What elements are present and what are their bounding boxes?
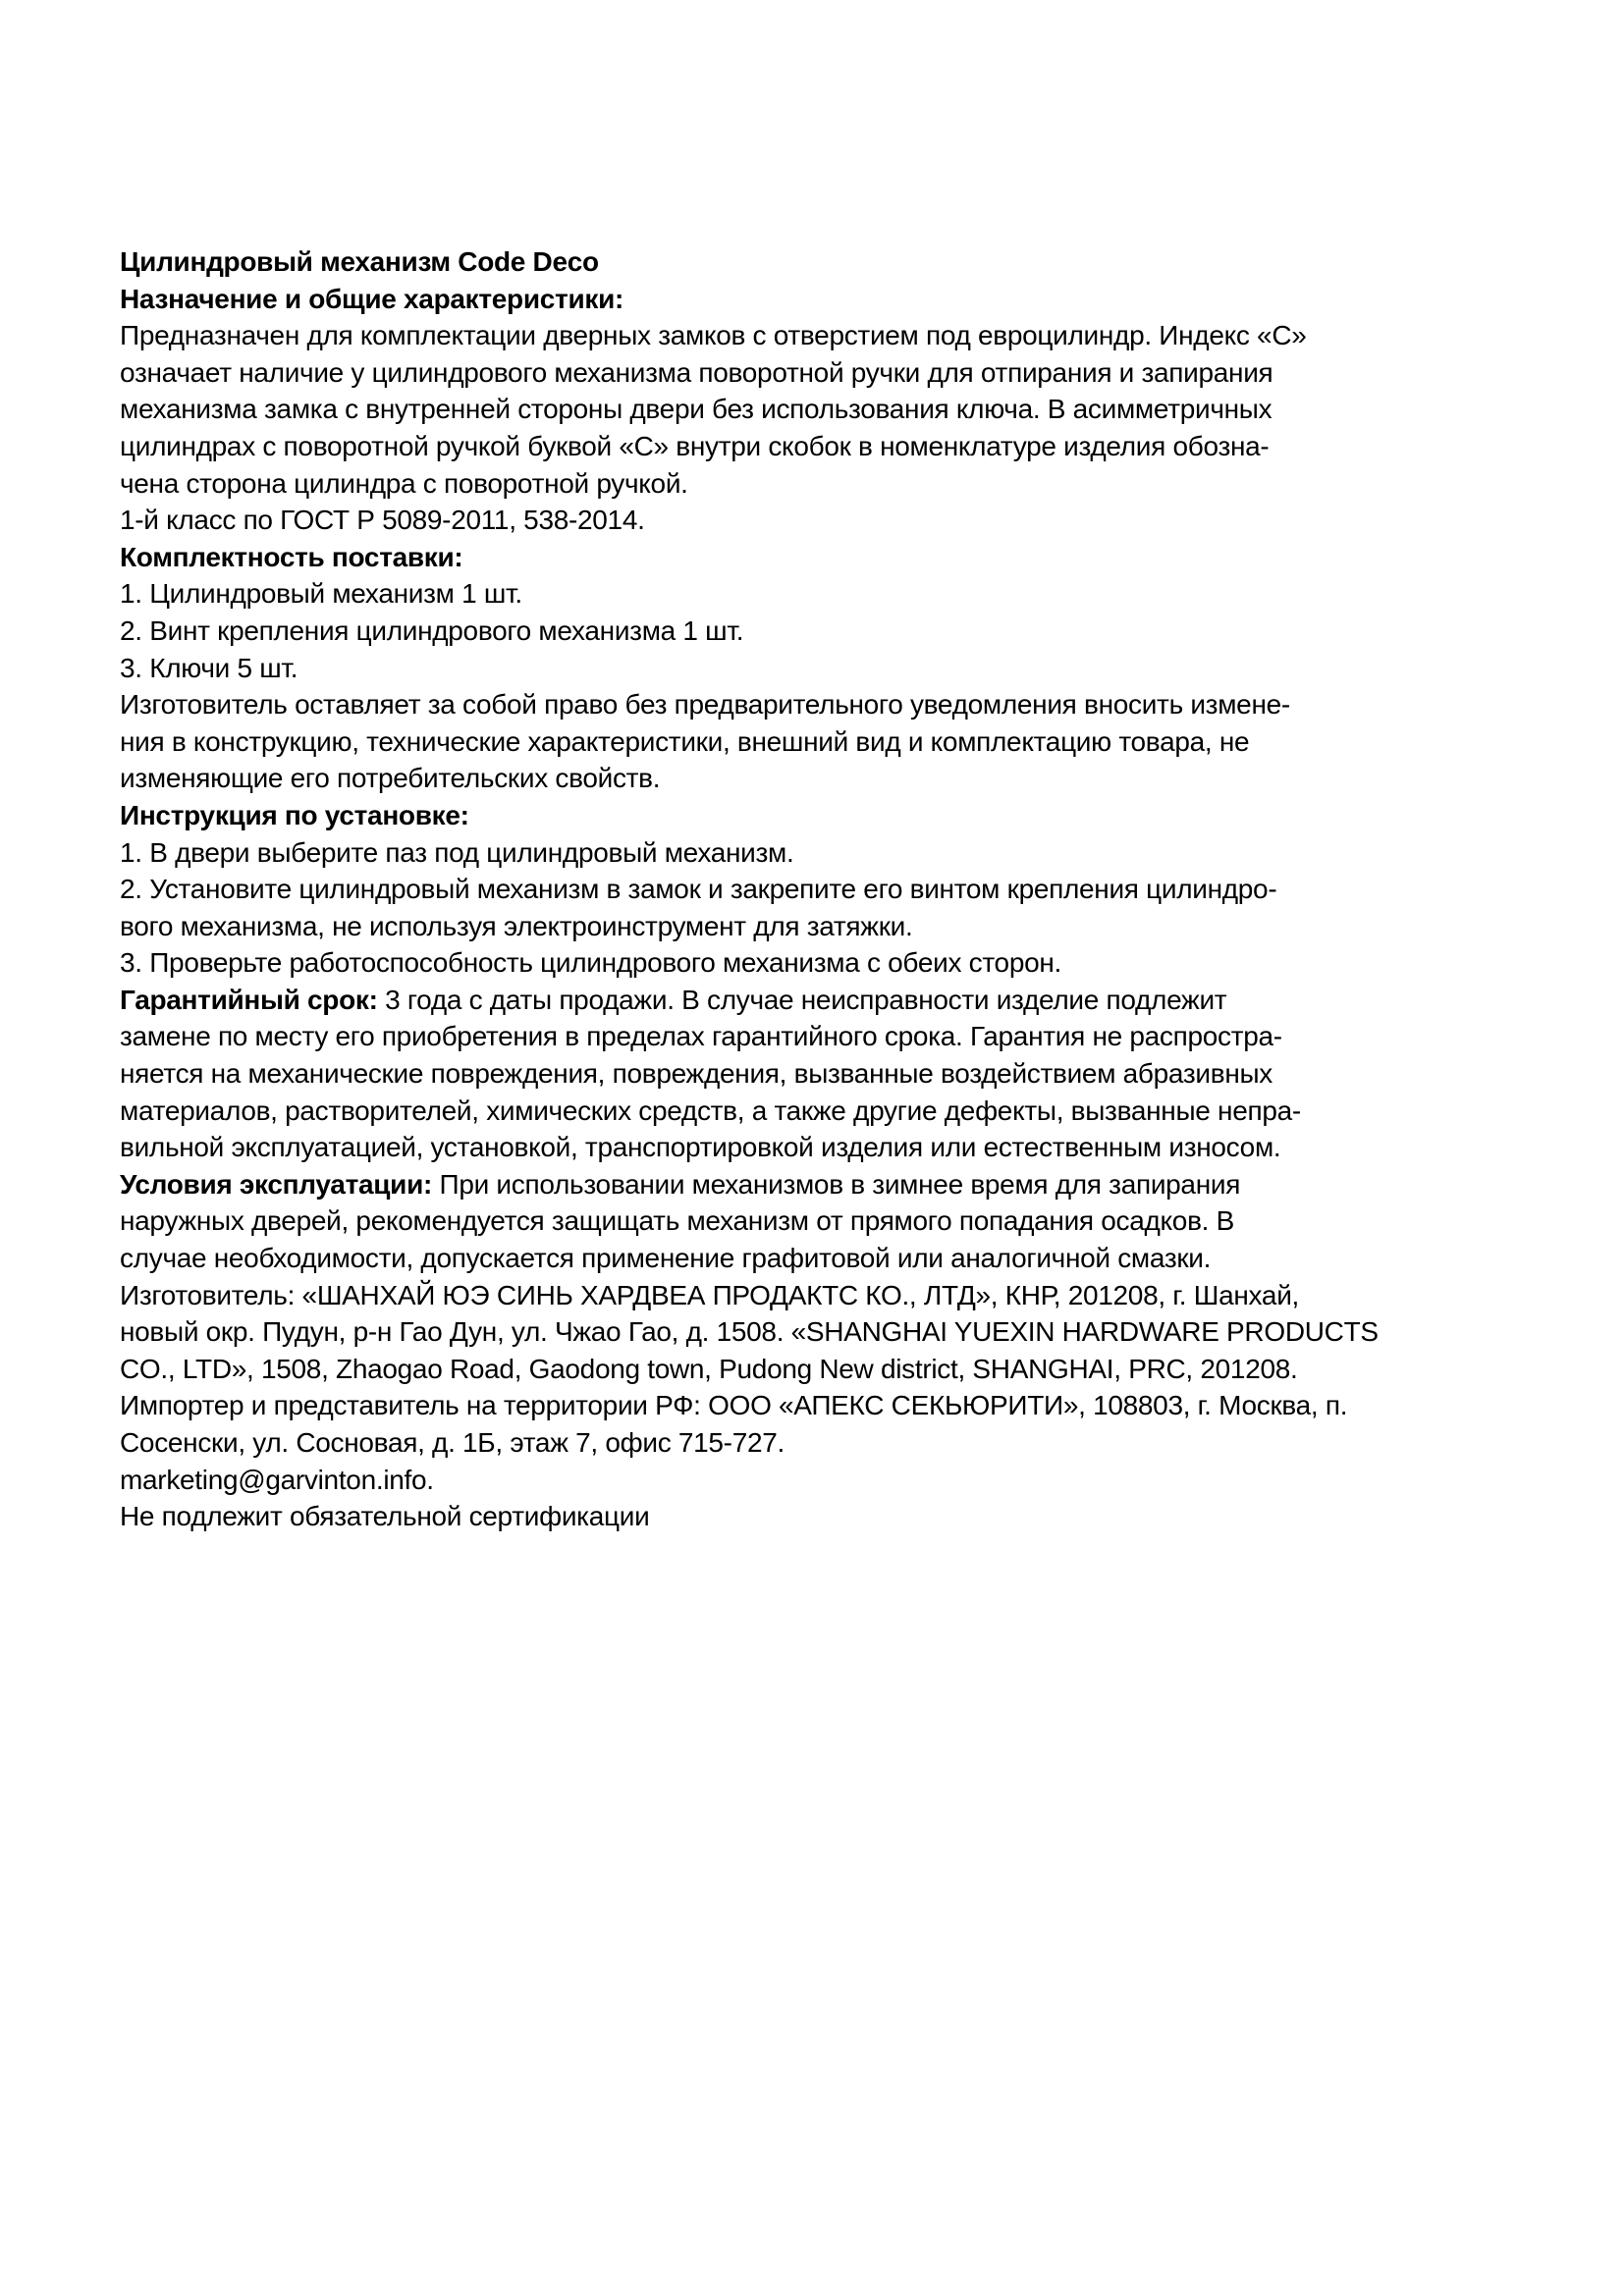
document-line (120, 1498, 1514, 1535)
document-line (120, 243, 1514, 281)
document-line (120, 723, 1514, 761)
document-line (120, 760, 1514, 797)
document-text-segment: 1-й класс по ГОСТ Р 5089-2011, 538-2014. (120, 505, 645, 536)
document-line (120, 502, 1514, 539)
document-text-segment: ния в конструкцию, технические характеристики, внешний вид и комплектацию товара, не (120, 725, 1250, 757)
document-line (120, 1462, 1514, 1499)
document-bold-text: Условия эксплуатации: (120, 1168, 440, 1200)
document-text-segment: Не подлежит обязательной сертификации (120, 1501, 650, 1532)
document-text-segment: 3. Ключи 5 шт. (120, 652, 298, 683)
document-line (120, 281, 1514, 318)
document-text-segment: означает наличие у цилиндрового механизма поворотной ручки для отпирания и запирания (120, 356, 1273, 388)
document-text-segment: случае необходимости, допускается применение графитовой или аналогичной смазки. (120, 1243, 1212, 1274)
document-text-segment: 2. Установите цилиндровый механизм в замок и закрепите его винтом крепления цилиндро- (120, 874, 1277, 905)
document-bold-text: Комплектность поставки: (120, 541, 463, 572)
document-line (120, 982, 1514, 1019)
document-line (120, 871, 1514, 908)
document-bold-text: Назначение и общие характеристики: (120, 283, 624, 314)
document-line (120, 944, 1514, 982)
document-line (120, 428, 1514, 465)
document-text-segment: механизма замка с внутренней стороны двери без использования ключа. В асимметричных (120, 394, 1272, 425)
document-text-segment: 3. Проверьте работоспособность цилиндрового механизма с обеих сторон. (120, 947, 1062, 979)
document-line (120, 908, 1514, 945)
document-bold-text: Гарантийный срок: (120, 984, 386, 1015)
document-line (120, 797, 1514, 834)
document-text-segment: При использовании механизмов в зимнее время для запирания (439, 1168, 1241, 1200)
document-line (120, 1018, 1514, 1055)
document-line (120, 354, 1514, 392)
document-text-segment: новый окр. Пудун, р-н Гао Дун, ул. Чжао Гао, д. 1508. «SHANGHAI YUEXIN HARDWARE PRODUCTS (120, 1316, 1379, 1348)
document-line (120, 1129, 1514, 1166)
document-line (120, 1055, 1514, 1093)
document-line (120, 1240, 1514, 1277)
document-text-segment: Предназначен для комплектации дверных замков с отверстием под евроцилиндр. Индекс «С» (120, 320, 1307, 351)
document-line (120, 1387, 1514, 1424)
document-line (120, 575, 1514, 613)
document-text-segment: Изготовитель: «ШАНХАЙ ЮЭ СИНЬ ХАРДВЕА ПРОДАКТС КО., ЛТД», КНР, 201208, г. Шанхай, (120, 1279, 1300, 1310)
document-line (120, 834, 1514, 872)
document-line (120, 391, 1514, 428)
document-text-segment: 3 года с даты продажи. В случае неисправности изделие подлежит (385, 984, 1227, 1015)
document-bold-text: Цилиндровый механизм Code Deco (120, 246, 599, 277)
document-text-segment: вильной эксплуатацией, установкой, транспортировкой изделия или естественным износом. (120, 1132, 1281, 1163)
document-text-segment: Импортер и представитель на территории РФ: ООО «АПЕКС СЕКЬЮРИТИ», 108803, г. Москва, п. (120, 1390, 1348, 1421)
document-line (120, 650, 1514, 687)
document-text-segment: Сосенски, ул. Сосновая, д. 1Б, этаж 7, офис 715-727. (120, 1427, 785, 1458)
document-line (120, 613, 1514, 650)
document-text-segment: наружных дверей, рекомендуется защищать механизм от прямого попадания осадков. В (120, 1205, 1234, 1237)
document-text-segment: 1. Цилиндровый механизм 1 шт. (120, 578, 522, 610)
document-text-segment: изменяющие его потребительских свойств. (120, 763, 661, 794)
document-text-segment: цилиндрах с поворотной ручкой буквой «С» внутри скобок в номенклатуре изделия обозна- (120, 430, 1270, 461)
document-line (120, 1351, 1514, 1388)
document-text-segment: материалов, растворителей, химических средств, а также другие дефекты, вызванные непра- (120, 1095, 1301, 1126)
document-text-segment: 1. В двери выберите паз под цилиндровый механизм. (120, 836, 794, 868)
document-line (120, 1166, 1514, 1203)
document-text-segment: вого механизма, не используя электроинструмент для затяжки. (120, 910, 913, 941)
document-line (120, 1093, 1514, 1130)
document-line (120, 465, 1514, 503)
document-line (120, 1424, 1514, 1462)
document-text-segment: CO., LTD», 1508, Zhaogao Road, Gaodong town, Pudong New district, SHANGHAI, PRC, 201208. (120, 1353, 1298, 1384)
document-text-segment: няется на механические повреждения, повреждения, вызванные воздействием абразивных (120, 1058, 1273, 1090)
document-line (120, 1202, 1514, 1240)
document-text-segment: чена сторона цилиндра с поворотной ручкой. (120, 467, 688, 499)
document-text-segment: 2. Винт крепления цилиндрового механизма 1 шт. (120, 614, 744, 646)
document-text (120, 243, 1514, 1535)
document-text-segment: Изготовитель оставляет за собой право без предварительного уведомления вносить измене- (120, 689, 1290, 721)
document-text-segment: замене по месту его приобретения в пределах гарантийного срока. Гарантия не распростра- (120, 1021, 1282, 1052)
document-line (120, 539, 1514, 576)
document-line (120, 686, 1514, 723)
document-line (120, 317, 1514, 354)
document-text-segment: marketing@garvinton.info. (120, 1464, 434, 1495)
document-line (120, 1313, 1514, 1351)
document-bold-text: Инструкция по установке: (120, 799, 469, 830)
document-line (120, 1277, 1514, 1314)
